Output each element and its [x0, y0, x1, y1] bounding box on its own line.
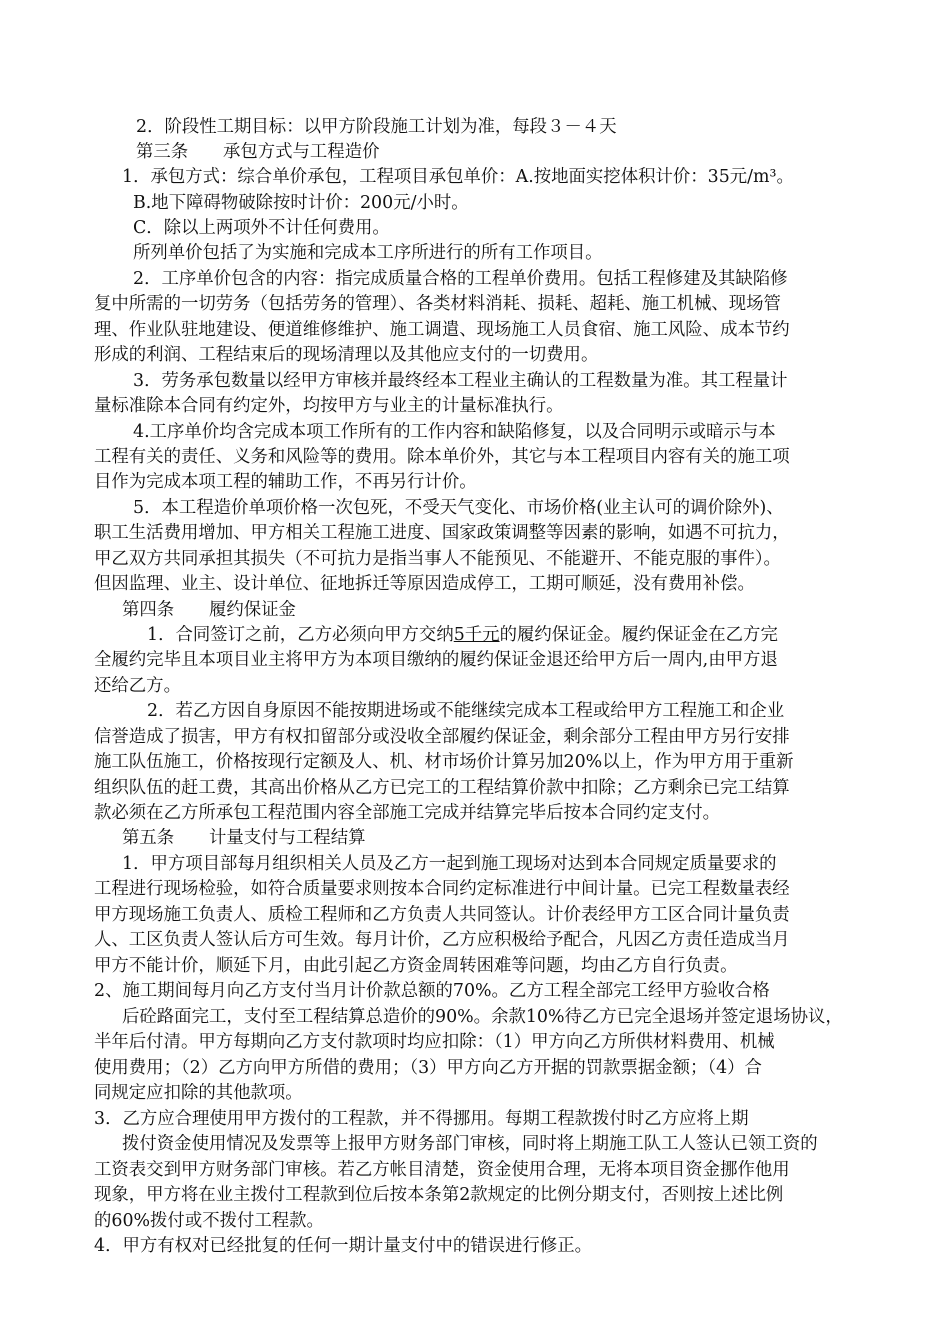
text-line — [133, 266, 910, 292]
line-text: 4．甲方有权对已经批复的任何一期计量支付中的错误进行修正。 — [94, 1236, 593, 1256]
line-text: 还给乙方。 — [94, 676, 181, 696]
text-line — [122, 1131, 910, 1157]
line-text: 2、施工期间每月向乙方支付当月计价款总额的70%。乙方工程全部完工经甲方验收合格 — [94, 981, 770, 1001]
text-line — [122, 597, 910, 623]
line-text: 1．承包方式：综合单价承包，工程项目承包单价：A.按地面实挖体积计价：35元/m³。 — [122, 167, 794, 187]
line-text: B.地下障碍物破除按时计价：200元/小时。 — [133, 193, 469, 213]
text-line — [94, 724, 910, 750]
line-text: 信誉造成了损害，甲方有权扣留部分或没收全部履约保证金，剩余部分工程由甲方另行安排 — [94, 727, 790, 747]
text-line — [94, 1157, 910, 1183]
line-text: 第五条 计量支付与工程结算 — [122, 828, 366, 848]
text-line — [133, 190, 910, 216]
line-text: 工程有关的责任、义务和风险等的费用。除本单价外，其它与本工程项目内容有关的施工项 — [94, 447, 790, 467]
line-text: 1．合同签订之前，乙方必须向甲方交纳 — [147, 625, 454, 645]
line-text: 量标准除本合同有约定外，均按甲方与业主的计量标准执行。 — [94, 396, 564, 416]
text-line — [94, 647, 910, 673]
line-text: 款必须在乙方所承包工程范围内容全部施工完成并结算完毕后按本合同约定支付。 — [94, 803, 721, 823]
text-line — [136, 139, 910, 165]
line-text: 第四条 履约保证金 — [122, 600, 296, 620]
line-text: 使用费用；（2）乙方向甲方所借的费用；（3）甲方向乙方开据的罚款票据金额；（4）合 — [94, 1058, 762, 1078]
line-text: 2．工序单价包含的内容：指完成质量合格的工程单价费用。包括工程修建及其缺陷修 — [133, 269, 788, 289]
line-text: 形成的利润、工程结束后的现场清理以及其他应支付的一切费用。 — [94, 345, 599, 365]
text-line — [94, 291, 910, 317]
line-text: 理、作业队驻地建设、便道维修维护、施工调遣、现场施工人员食宿、施工风险、成本节约 — [94, 320, 790, 340]
text-line — [94, 1080, 910, 1106]
text-line — [94, 902, 910, 928]
line-text: 组织队伍的赶工费，其高出价格从乙方已完工的工程结算价款中扣除；乙方剩余已完工结算 — [94, 778, 790, 798]
text-line — [94, 953, 910, 979]
text-line — [94, 546, 910, 572]
line-text: 工程进行现场检验，如符合质量要求则按本合同约定标准进行中间计量。已完工程数量表经 — [94, 879, 790, 899]
line-text: 职工生活费用增加、甲方相关工程施工进度、国家政策调整等因素的影响，如遇不可抗力， — [94, 523, 790, 543]
text-line — [122, 164, 910, 190]
text-line — [94, 317, 910, 343]
text-line — [94, 1233, 910, 1259]
line-text: 甲乙双方共同承担其损失（不可抗力是指当事人不能预见、不能避开、不能克服的事件）。 — [94, 549, 781, 569]
text-line — [94, 469, 910, 495]
text-line — [133, 495, 910, 521]
line-text: 后砼路面完工，支付至工程结算总造价的90%。余款10%待乙方已完全退场并签定退场协议， — [122, 1007, 843, 1027]
line-text: 甲方不能计价，顺延下月，由此引起乙方资金周转困难等问题，均由乙方自行负责。 — [94, 956, 738, 976]
text-line — [94, 342, 910, 368]
text-line — [136, 114, 910, 140]
line-text: 现象，甲方将在业主拨付工程款到位后按本条第2款规定的比例分期支付，否则按上述比例 — [94, 1185, 784, 1205]
text-line — [94, 1106, 910, 1132]
line-text: 2．阶段性工期目标：以甲方阶段施工计划为准，每段３－４天 — [136, 117, 617, 137]
text-line — [94, 978, 910, 1004]
deposit-line-tail: 的履约保证金。履约保证金在乙方完 — [499, 625, 778, 645]
text-line — [94, 800, 910, 826]
text-line — [122, 825, 910, 851]
text-line — [94, 393, 910, 419]
text-line — [94, 876, 910, 902]
line-text: 5．本工程造价单项价格一次包死，不受天气变化、市场价格(业主认可的调价除外)、 — [133, 498, 784, 518]
line-text: 同规定应扣除的其他款项。 — [94, 1083, 303, 1103]
line-text: 但因监理、业主、设计单位、征地拆迁等原因造成停工，工期可顺延，没有费用补偿。 — [94, 574, 755, 594]
line-text: 施工队伍施工，价格按现行定额及人、机、材市场价计算另加20%以上，作为甲方用于重新 — [94, 752, 794, 772]
line-text: 4.工序单价均含完成本项工作所有的工作内容和缺陷修复，以及合同明示或暗示与本 — [133, 422, 776, 442]
text-line — [147, 698, 910, 724]
text-line — [133, 419, 910, 445]
text-line — [94, 1208, 910, 1234]
line-text: 目作为完成本项工程的辅助工作，不再另行计价。 — [94, 472, 477, 492]
line-text: 所列单价包括了为实施和完成本工序所进行的所有工作项目。 — [133, 243, 603, 263]
text-line — [94, 444, 910, 470]
text-line — [94, 571, 910, 597]
line-text: 3．劳务承包数量以经甲方审核并最终经本工程业主确认的工程数量为准。其工程量计 — [133, 371, 788, 391]
line-text: C．除以上两项外不计任何费用。 — [133, 218, 390, 238]
text-line — [122, 1004, 910, 1030]
text-line — [94, 673, 910, 699]
text-line — [133, 240, 910, 266]
text-line — [122, 851, 910, 877]
text-line — [94, 1029, 910, 1055]
text-line — [147, 622, 910, 648]
line-text: 人、工区负责人签认后方可生效。每月计价，乙方应积极给予配合，凡因乙方责任造成当月 — [94, 930, 790, 950]
text-line — [133, 368, 910, 394]
deposit-amount: 5千元 — [453, 625, 500, 645]
line-text: 半年后付清。甲方每期向乙方支付款项时均应扣除：（1）甲方向乙方所供材料费用、机械 — [94, 1032, 775, 1052]
text-line — [94, 749, 910, 775]
line-text: 工资表交到甲方财务部门审核。若乙方帐目清楚，资金使用合理，无将本项目资金挪作他用 — [94, 1160, 790, 1180]
text-line — [94, 1182, 910, 1208]
text-line — [94, 775, 910, 801]
line-text: 第三条 承包方式与工程造价 — [136, 142, 380, 162]
line-text: 3．乙方应合理使用甲方拨付的工程款，并不得挪用。每期工程款拨付时乙方应将上期 — [94, 1109, 749, 1129]
line-text: 全履约完毕且本项目业主将甲方为本项目缴纳的履约保证金退还给甲方后一周内,由甲方退 — [94, 650, 778, 670]
text-line — [94, 1055, 910, 1081]
text-line — [133, 215, 910, 241]
line-text: 1．甲方项目部每月组织相关人员及乙方一起到施工现场对达到本合同规定质量要求的 — [122, 854, 777, 874]
line-text: 拨付资金使用情况及发票等上报甲方财务部门审核，同时将上期施工队工人签认已领工资的 — [122, 1134, 818, 1154]
line-text: 的60%拨付或不拨付工程款。 — [94, 1211, 324, 1231]
line-text: 甲方现场施工负责人、质检工程师和乙方负责人共同签认。计价表经甲方工区合同计量负责 — [94, 905, 790, 925]
line-text: 复中所需的一切劳务（包括劳务的管理）、各类材料消耗、损耗、超耗、施工机械、现场管 — [94, 294, 781, 314]
text-line — [94, 927, 910, 953]
text-line — [94, 520, 910, 546]
line-text: 2．若乙方因自身原因不能按期进场或不能继续完成本工程或给甲方工程施工和企业 — [147, 701, 785, 721]
